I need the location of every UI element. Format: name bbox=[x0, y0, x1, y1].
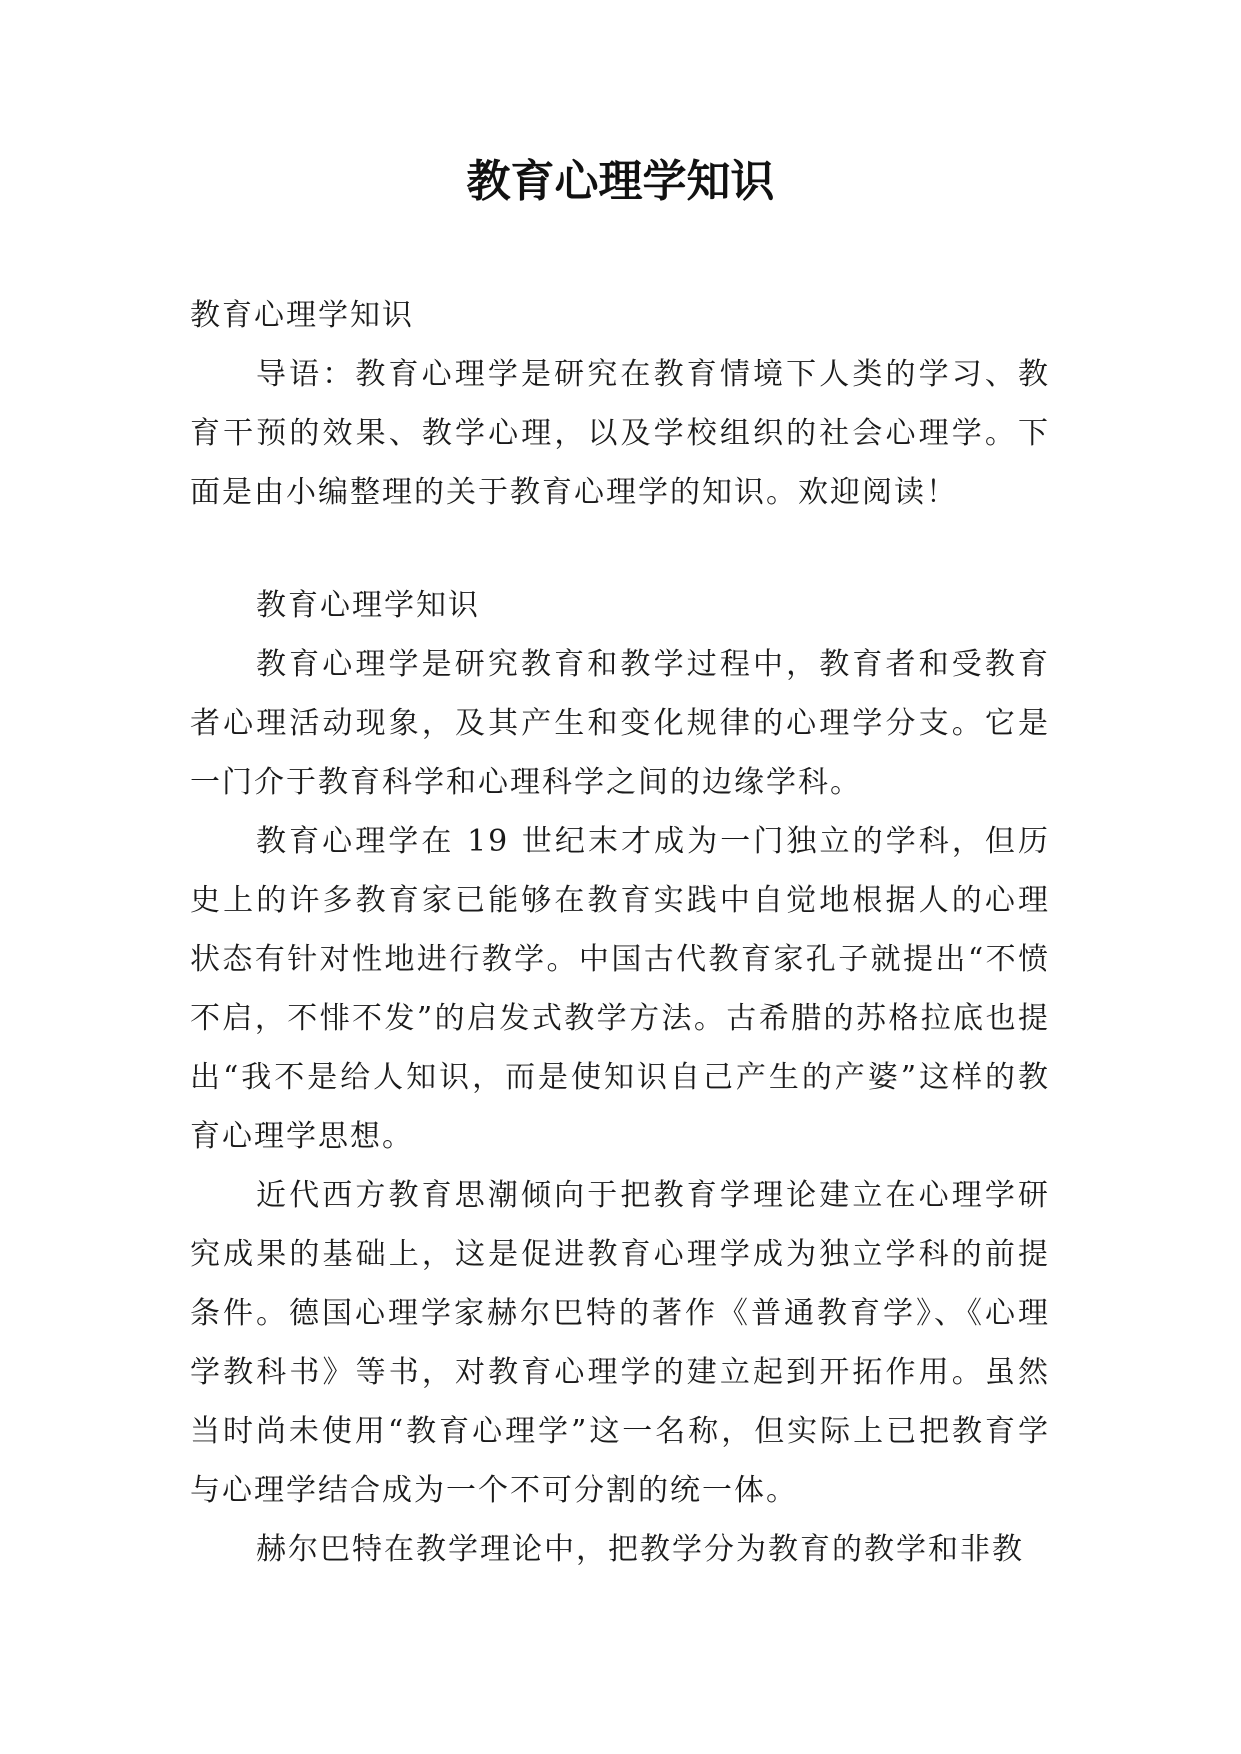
body-paragraph: 赫尔巴特在教学理论中，把教学分为教育的教学和非教 bbox=[256, 1532, 1024, 1567]
document-body bbox=[190, 286, 1050, 1579]
section-heading: 教育心理学知识 bbox=[190, 298, 414, 333]
subsection-heading: 教育心理学知识 bbox=[256, 588, 480, 623]
document-title: 教育心理学知识 bbox=[466, 156, 775, 207]
paragraph-spacer bbox=[190, 522, 1050, 576]
body-paragraph: 教育心理学在 19 世纪末才成为一门独立的学科，但历史上的许多教育家已能够在教育实践中自觉地根据人的心理状态有针对性地进行教学。中国古代教育家孔子就提出“不愤不启，不悱不发”的启发式教学方法。古希腊的苏格拉底也提出“我不是给人知识，而是使知识自己产生的产婆”这样的教育心理学思想。 bbox=[190, 824, 1050, 1154]
intro-paragraph: 导语：教育心理学是研究在教育情境下人类的学习、教育干预的效果、教学心理，以及学校组织的社会心理学。下面是由小编整理的关于教育心理学的知识。欢迎阅读！ bbox=[190, 357, 1050, 510]
body-paragraph: 近代西方教育思潮倾向于把教育学理论建立在心理学研究成果的基础上，这是促进教育心理学成为独立学科的前提条件。德国心理学家赫尔巴特的著作《普通教育学》、《心理学教科书》等书，对教育心理学的建立起到开拓作用。虽然当时尚未使用“教育心理学”这一名称，但实际上已把教育学与心理学结合成为一个不可分割的统一体。 bbox=[190, 1178, 1050, 1508]
body-paragraph: 教育心理学是研究教育和教学过程中，教育者和受教育者心理活动现象，及其产生和变化规律的心理学分支。它是一门介于教育科学和心理科学之间的边缘学科。 bbox=[190, 647, 1050, 800]
